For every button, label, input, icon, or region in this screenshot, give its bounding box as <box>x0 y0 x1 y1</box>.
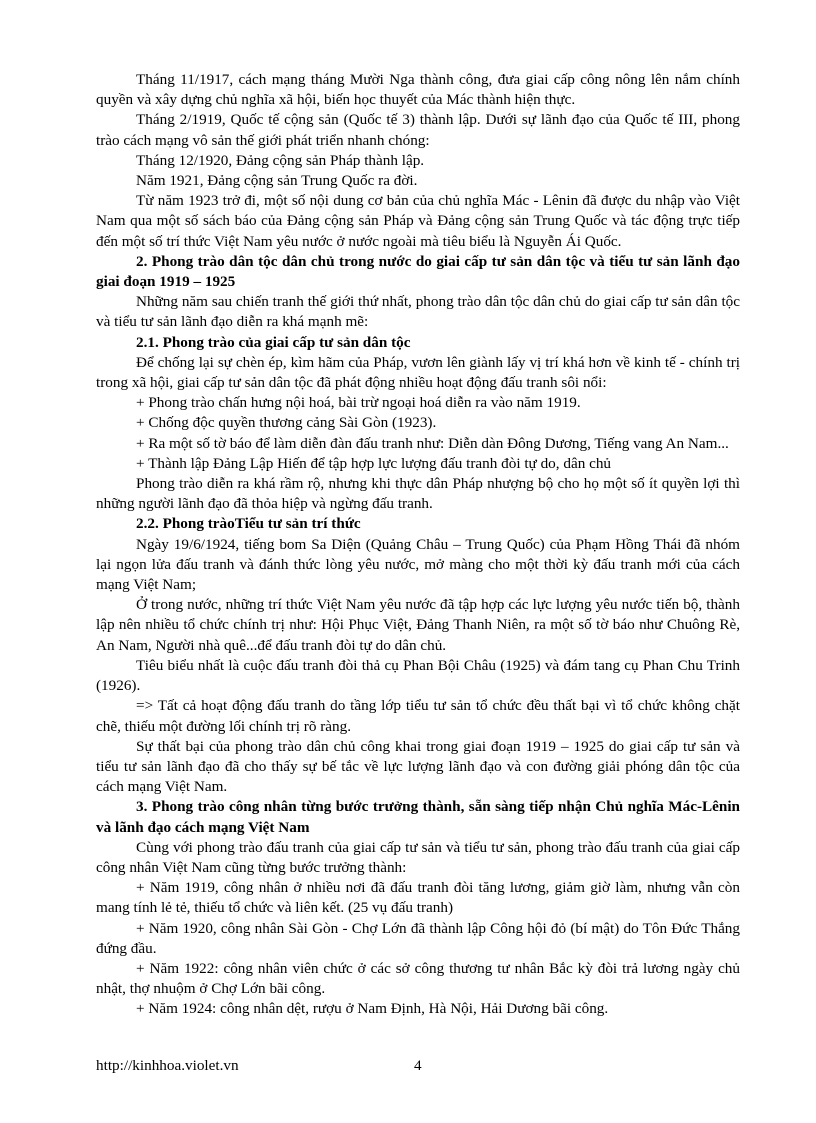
paragraph: Ngày 19/6/1924, tiếng bom Sa Diện (Quảng Châu – Trung Quốc) của Phạm Hồng Thái đã nhóm lại ngọn lửa đấu tranh và đánh thức lòng yêu nước, mở màng cho một thời kỳ đấu tranh mới của cách mạng Việt Nam; <box>96 535 740 594</box>
page-footer <box>96 1057 740 1077</box>
paragraph: Để chống lại sự chèn ép, kìm hãm của Pháp, vươn lên giành lấy vị trí khá hơn về kinh tế - chính trị trong xã hội, giai cấp tư sản dân tộc đã phát động nhiều hoạt động đấu tranh sôi nổi: <box>96 353 740 392</box>
paragraph: Ở trong nước, những trí thức Việt Nam yêu nước đã tập hợp các lực lượng yêu nước tiến bộ, thành lập nên nhiều tổ chức chính trị như: Hội Phục Việt, Đảng Thanh Niên, ra một số tờ báo như Chuông Rè, An Nam, Người nhà quê...để đấu tranh đòi tự do dân chủ. <box>96 596 740 654</box>
paragraph: + Năm 1924: công nhân dệt, rượu ở Nam Định, Hà Nội, Hải Dương bãi công. <box>136 1000 609 1018</box>
paragraph: Tháng 12/1920, Đảng cộng sản Pháp thành lập. <box>136 151 425 169</box>
page-number: 4 <box>414 1057 422 1074</box>
document-body <box>96 70 740 1020</box>
paragraph: + Năm 1919, công nhân ở nhiều nơi đã đấu tranh đòi tăng lương, giảm giờ làm, nhưng vẫn còn mang tính lẻ tẻ, thiếu tổ chức và liên kết. (25 vụ đấu tranh) <box>96 879 740 917</box>
paragraph: + Phong trào chấn hưng nội hoá, bài trừ ngoại hoá diễn ra vào năm 1919. <box>136 394 581 412</box>
paragraph: Tháng 2/1919, Quốc tế cộng sản (Quốc tế 3) thành lập. Dưới sự lãnh đạo của Quốc tế III, phong trào cách mạng vô sản thế giới phát triển nhanh chóng: <box>96 111 740 149</box>
paragraph: Cùng với phong trào đấu tranh của giai cấp tư sản và tiểu tư sản, phong trào đấu tranh của giai cấp công nhân Việt Nam cũng từng bước trưởng thành: <box>96 838 740 876</box>
paragraph: Tiêu biểu nhất là cuộc đấu tranh đòi thả cụ Phan Bội Châu (1925) và đám tang cụ Phan Chu Trinh (1926). <box>96 656 740 695</box>
section-heading: 2.1. Phong trào của giai cấp tư sản dân tộc <box>136 333 411 351</box>
paragraph: Từ năm 1923 trở đi, một số nội dung cơ bản của chủ nghĩa Mác - Lênin đã được du nhập vào Việt Nam qua một số sách báo của Đảng cộng sản Pháp và Đảng cộng sản Trung Quốc và tác động trực tiếp đến một số trí thức Việt Nam yêu nước ở nước ngoài mà tiêu biểu là Nguyễn Ái Quốc. <box>96 192 740 250</box>
paragraph: Tháng 11/1917, cách mạng tháng Mười Nga thành công, đưa giai cấp công nông lên nắm chính quyền và xây dựng chủ nghĩa xã hội, biến học thuyết của Mác thành hiện thực. <box>96 71 740 109</box>
paragraph: Năm 1921, Đảng cộng sản Trung Quốc ra đời. <box>136 172 418 190</box>
footer-url[interactable]: http://kinhhoa.violet.vn <box>96 1057 239 1074</box>
paragraph: + Chống độc quyền thương cảng Sài Gòn (1923). <box>136 414 437 432</box>
paragraph: Phong trào diễn ra khá rầm rộ, nhưng khi thực dân Pháp nhượng bộ cho họ một số ít quyền lợi thì những người lãnh đạo đã thỏa hiệp và ngừng đấu tranh. <box>96 475 740 513</box>
section-heading: 2.2. Phong tràoTiểu tư sản trí thức <box>136 515 361 533</box>
paragraph: + Thành lập Đảng Lập Hiến để tập hợp lực lượng đấu tranh đòi tự do, dân chủ <box>136 454 612 472</box>
paragraph: => Tất cả hoạt động đấu tranh do tầng lớp tiểu tư sản tổ chức đều thất bại vì tổ chức không chặt chẽ, thiếu một đường lối chính trị rõ ràng. <box>96 697 740 735</box>
paragraph: Sự thất bại của phong trào dân chủ công khai trong giai đoạn 1919 – 1925 do giai cấp tư sản và tiểu tư sản lãnh đạo đã cho thấy sự bế tắc về lực lượng lãnh đạo và con đường giải phóng dân tộc của cách mạng Việt Nam. <box>96 737 740 796</box>
paragraph: + Năm 1920, công nhân Sài Gòn - Chợ Lớn đã thành lập Công hội đỏ (bí mật) do Tôn Đức Thắng đứng đầu. <box>96 919 740 957</box>
paragraph: Những năm sau chiến tranh thế giới thứ nhất, phong trào dân tộc dân chủ do giai cấp tư sản dân tộc và tiểu tư sản lãnh đạo diễn ra khá mạnh mẽ: <box>96 293 740 331</box>
section-heading: 2. Phong trào dân tộc dân chủ trong nước do giai cấp tư sản dân tộc và tiểu tư sản lãnh đạo giai đoạn 1919 – 1925 <box>96 252 740 291</box>
paragraph: + Năm 1922: công nhân viên chức ở các sở công thương tư nhân Bắc kỳ đòi trả lương ngày chủ nhật, thợ nhuộm ở Chợ Lớn bãi công. <box>96 959 740 998</box>
paragraph: + Ra một số tờ báo để làm diễn đàn đấu tranh như: Diễn dàn Đông Dương, Tiếng vang An Nam... <box>136 434 729 452</box>
section-heading: 3. Phong trào công nhân từng bước trưởng thành, sẵn sàng tiếp nhận Chủ nghĩa Mác-Lênin và lãnh đạo cách mạng Việt Nam <box>96 798 740 836</box>
